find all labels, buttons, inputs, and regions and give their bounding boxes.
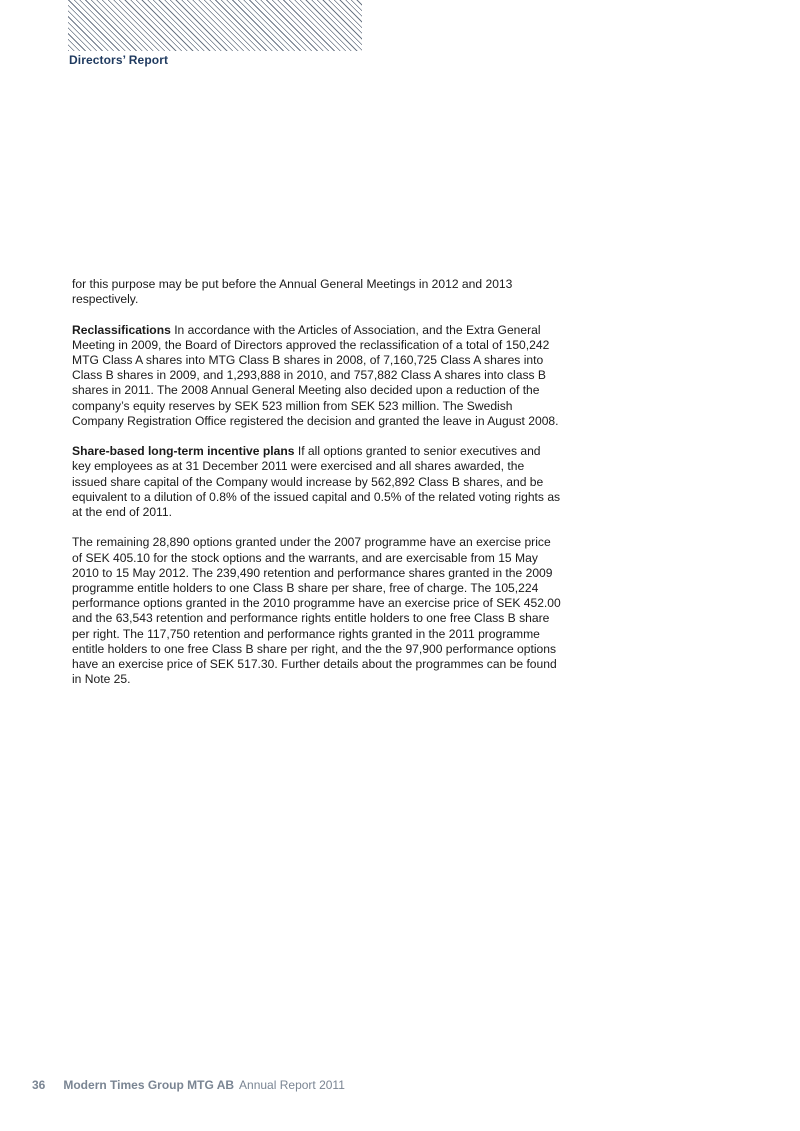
page-number: 36	[32, 1078, 46, 1092]
report-body	[72, 277, 562, 703]
footer-company-name: Modern Times Group MTG AB	[63, 1078, 235, 1092]
footer-report-title: Annual Report 2011	[239, 1078, 345, 1092]
paragraph-text-incentive-plans: If all options granted to senior executives and key employees as at 31 December 2011 were exercised and all shares awarded, the issued share capital of the Company would increase by 562,892 Class B shares, and be equivalent to a dilution of 0.8% of the issued capital and 0.5% of the related voting rights as at the end of 2011.	[72, 444, 561, 520]
paragraph-text-reclassifications: In accordance with the Articles of Association, and the Extra General Meeting in 2009, the Board of Directors approved the reclassification of a total of 150,242 MTG Class A shares into MTG Class B shares in 2008, of 7,160,725 Class A shares into Class B shares in 2009, and 1,293,888 in 2010, and 757,882 Class A shares into class B shares in 2011. The 2008 Annual General Meeting also decided upon a reduction of the company’s equity reserves by SEK 523 million from SEK 523 million. The Swedish Company Registration Office registered the decision and granted the leave in August 2008.	[72, 322, 559, 428]
paragraph-reclassifications	[72, 323, 562, 429]
paragraph-continuation: for this purpose may be put before the Annual General Meetings in 2012 and 2013 respectively.	[72, 277, 513, 307]
header-hatch-decoration	[68, 0, 362, 51]
paragraph-heading-incentive-plans: Share-based long-term incentive plans	[72, 444, 295, 459]
page-footer	[32, 1078, 345, 1092]
paragraph-heading-reclassifications: Reclassifications	[72, 322, 171, 337]
paragraph-incentive-plans	[72, 444, 562, 520]
paragraph-programmes: The remaining 28,890 options granted under the 2007 programme have an exercise price of SEK 405.10 for the stock options and the warrants, and are exercisable from 15 May 2010 to 15 May 2012. The 239,490 retention and performance shares granted in the 2009 programme entitle holders to one Class B share per share, free of charge. The 105,224 performance options granted in the 2010 programme have an exercise price of SEK 452.00 and the 63,543 retention and performance rights entitle holders to one free Class B share per right. The 117,750 retention and performance rights granted in the 2011 programme entitle holders to one free Class B share per right, and the the 97,900 performance options have an exercise price of SEK 517.30. Further details about the programmes can be found in Note 25.	[72, 535, 561, 687]
section-title: Directors’ Report	[69, 53, 169, 67]
